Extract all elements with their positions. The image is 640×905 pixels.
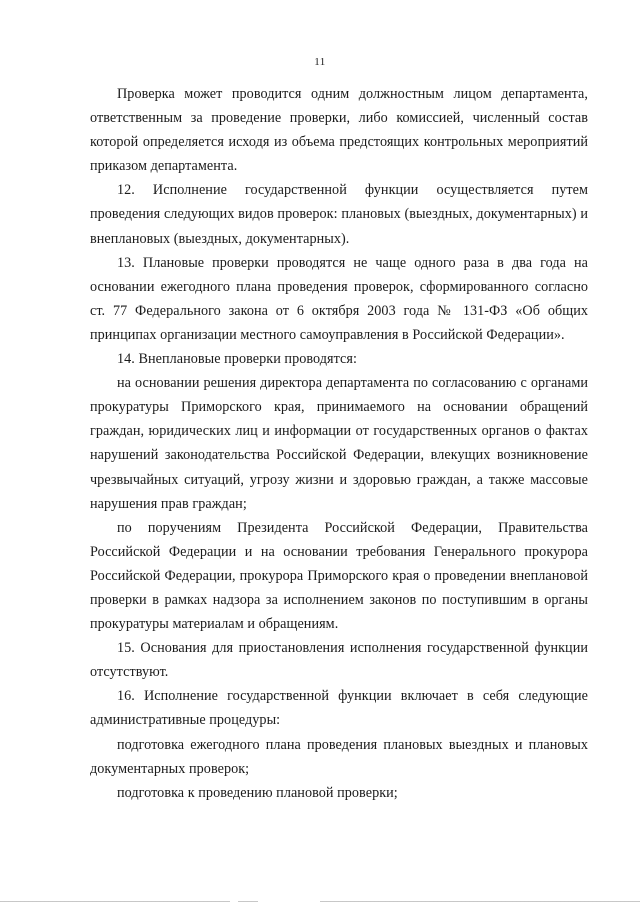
paragraph-unplanned-basis-director: на основании решения директора департамента по согласованию с органами прокуратуры Приморского края, принимаемого на основании обращений граждан, юридических лиц и информации от государственных органов о фактах нарушений законодательства Российской Федерации, влекущих возникновение чрезвычайных ситуаций, угрозу жизни и здоровью граждан, а также массовые нарушения прав граждан; [90,375,588,512]
footer-scan-line [0,901,640,902]
paragraph-16-procedures: 16. Исполнение государственной функции включает в себя следующие административные процедуры: [90,688,588,729]
page-number: 11 [314,56,326,68]
paragraph-12-inspection-types: 12. Исполнение государственной функции осуществляется путем проведения следующих видов проверок: плановых (выездных, документарных) и внеплановых (выездных, документарных). [90,182,588,247]
paragraph-inspection-performer: Проверка может проводится одним должностным лицом департамента, ответственным за проведение проверки, либо комиссией, численный состав которой определяется исходя из объема предстоящих контрольных мероприятий приказом департамента. [90,86,588,175]
paragraph-procedure-annual-plan: подготовка ежегодного плана проведения плановых выездных и плановых документарных проверок; [90,736,588,777]
paragraph-unplanned-basis-president: по поручениям Президента Российской Федерации, Правительства Российской Федерации и на основании требования Генерального прокурора Российской Федерации, прокурора Приморского края о проведении внеплановой проверки в рамках надзора за исполнением законов по поступившим в органы прокуратуры материалам и обращениям. [90,519,588,633]
paragraph-13-planned-inspections: 13. Плановые проверки проводятся не чаще одного раза в два года на основании ежегодного плана проведения проверок, сформированного согласно ст. 77 Федерального закона от 6 октября 2003 года № 131-ФЗ «Об общих принципах организации местного самоуправления в Российской Федерации». [90,254,588,343]
paragraph-15-suspension-grounds: 15. Основания для приостановления исполнения государственной функции отсутствуют. [90,640,588,681]
document-body [90,82,588,805]
paragraph-procedure-preparation: подготовка к проведению плановой проверки; [117,784,398,801]
paragraph-14-unplanned-inspections: 14. Внеплановые проверки проводятся: [117,351,357,368]
